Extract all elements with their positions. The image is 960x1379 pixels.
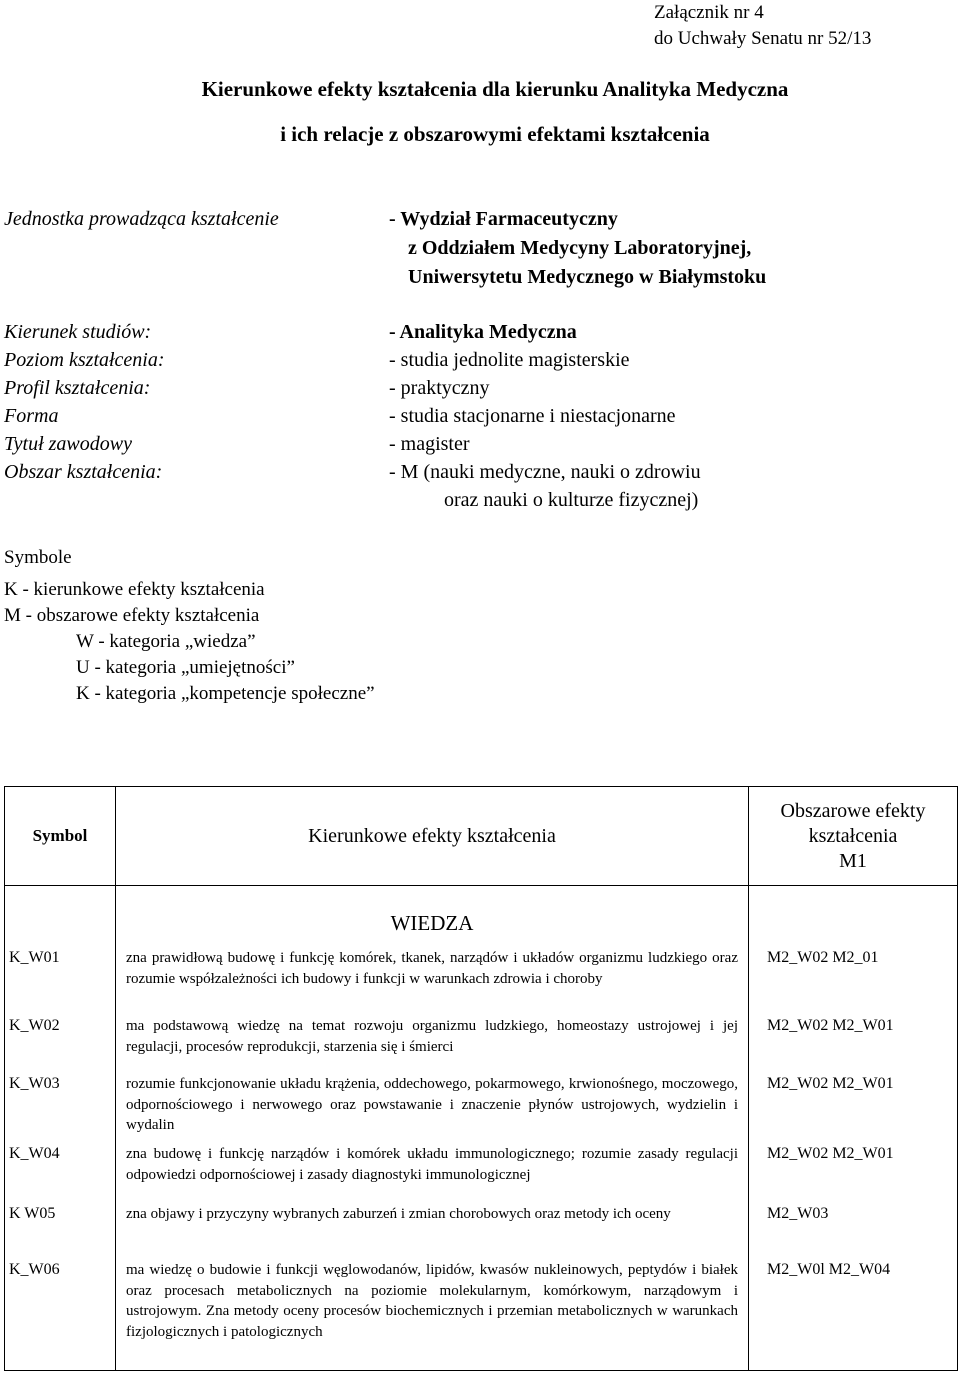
unit-line-2: z Oddziałem Medycyny Laboratoryjnej, xyxy=(408,237,752,259)
document-subtitle: i ich relacje z obszarowymi efektami kształcenia xyxy=(280,122,710,146)
info-label-forma: Forma xyxy=(4,405,59,427)
symbol-m: M - obszarowe efekty kształcenia xyxy=(4,605,260,626)
row-relation: M2_W03 xyxy=(749,1198,958,1254)
info-label-poziom: Poziom kształcenia: xyxy=(4,349,165,371)
info-value-kierunek: - Analityka Medyczna xyxy=(389,321,577,343)
table-row xyxy=(5,1198,958,1254)
row-description: rozumie funkcjonowanie układu krążenia, oddechowego, pokarmowego, krwionośnego, moczowego, odpornościowego i nerwowego oraz powstawanie i znaczenie płynów ustrojowych, wydzielin i wydalin xyxy=(116,1068,749,1138)
table-row xyxy=(5,1068,958,1138)
info-value-obszar: - M (nauki medyczne, nauki o zdrowiu xyxy=(389,461,701,483)
info-value-obszar-cont: oraz nauki o kulturze fizycznej) xyxy=(444,489,699,511)
info-label-tytul: Tytuł zawodowy xyxy=(4,433,132,455)
row-description: ma wiedzę o budowie i funkcji węglowodanów, lipidów, kwasów nukleinowych, peptydów i białek oraz procesach metabolicznych na poziomie molekularnym, komórkowym, narządowym i ustrojowym. Zna metody oceny procesów biochemicznych i przemian metabolicznych w warunkach fizjologicznych i patologicznych xyxy=(116,1254,749,1370)
row-code: K_W04 xyxy=(5,1138,116,1198)
unit-line-1: - Wydział Farmaceutyczny xyxy=(389,208,618,230)
effects-table xyxy=(4,786,958,1371)
symbols-title: Symbole xyxy=(4,547,72,568)
unit-label: Jednostka prowadząca kształcenie xyxy=(4,208,279,230)
info-value-profil: - praktyczny xyxy=(389,377,490,399)
unit-line-3: Uniwersytetu Medycznego w Białymstoku xyxy=(408,266,767,288)
row-relation: M2_W02 M2_W01 xyxy=(749,1010,958,1068)
row-code: K W05 xyxy=(5,1198,116,1254)
header-symbol: Symbol xyxy=(5,787,116,886)
header-obszarowe xyxy=(749,787,958,886)
row-description: zna objawy i przyczyny wybranych zaburzeń i zmian chorobowych oraz metody ich oceny xyxy=(116,1198,749,1254)
row-code: K_W06 xyxy=(5,1254,116,1370)
header-obszarowe-line-1: Obszarowe efekty xyxy=(780,799,926,822)
row-relation: M2_W02 M2_W01 xyxy=(749,1138,958,1198)
symbol-k: K - kierunkowe efekty kształcenia xyxy=(4,579,265,600)
row-code: K_W02 xyxy=(5,1010,116,1068)
document-title: Kierunkowe efekty kształcenia dla kierunku Analityka Medyczna xyxy=(201,77,789,101)
header-obszarowe-line-2: kształcenia xyxy=(808,824,898,847)
table-row xyxy=(5,1254,958,1370)
annex-line-2: do Uchwały Senatu nr 52/13 xyxy=(654,28,872,49)
row-relation: M2_W02 M2_01 xyxy=(749,942,958,1010)
info-value-forma: - studia stacjonarne i niestacjonarne xyxy=(389,405,676,427)
info-value-tytul: - magister xyxy=(389,433,470,455)
symbol-w: W - kategoria „wiedza” xyxy=(76,631,256,652)
row-description: zna prawidłową budowę i funkcję komórek, tkanek, narządów i układów organizmu ludzkiego oraz rozumie współzależności ich budowy i funkcji w warunkach zdrowia i choroby xyxy=(116,942,749,1010)
row-description: zna budowę i funkcję narządów i komórek układu immunologicznego; rozumie zasady regulacji odpowiedzi odpornościowej i zasady diagnostyki immunologicznej xyxy=(116,1138,749,1198)
table-row xyxy=(5,942,958,1010)
symbol-kk: K - kategoria „kompetencje społeczne” xyxy=(76,683,375,704)
section-wiedza: WIEDZA xyxy=(116,886,749,943)
table-row xyxy=(5,1010,958,1068)
info-label-obszar: Obszar kształcenia: xyxy=(4,461,163,483)
row-description: ma podstawową wiedzę na temat rozwoju organizmu ludzkiego, homeostazy ustrojowej i jej regulacji, procesów reprodukcji, starzenia się i śmierci xyxy=(116,1010,749,1068)
info-label-profil: Profil kształcenia: xyxy=(4,377,151,399)
table-header-row xyxy=(5,787,958,886)
row-relation: M2_W0l M2_W04 xyxy=(749,1254,958,1370)
row-relation: M2_W02 M2_W01 xyxy=(749,1068,958,1138)
annex-label xyxy=(654,0,871,52)
section-row xyxy=(5,886,958,943)
info-value-poziom: - studia jednolite magisterskie xyxy=(389,349,630,371)
table-row xyxy=(5,1138,958,1198)
annex-line-1: Załącznik nr 4 xyxy=(654,2,764,23)
header-obszarowe-line-3: M1 xyxy=(839,849,867,872)
header-kierunkowe: Kierunkowe efekty kształcenia xyxy=(116,787,749,886)
row-code: K_W01 xyxy=(5,942,116,1010)
symbol-u: U - kategoria „umiejętności” xyxy=(76,657,295,678)
info-label-kierunek: Kierunek studiów: xyxy=(4,321,152,343)
row-code: K_W03 xyxy=(5,1068,116,1138)
